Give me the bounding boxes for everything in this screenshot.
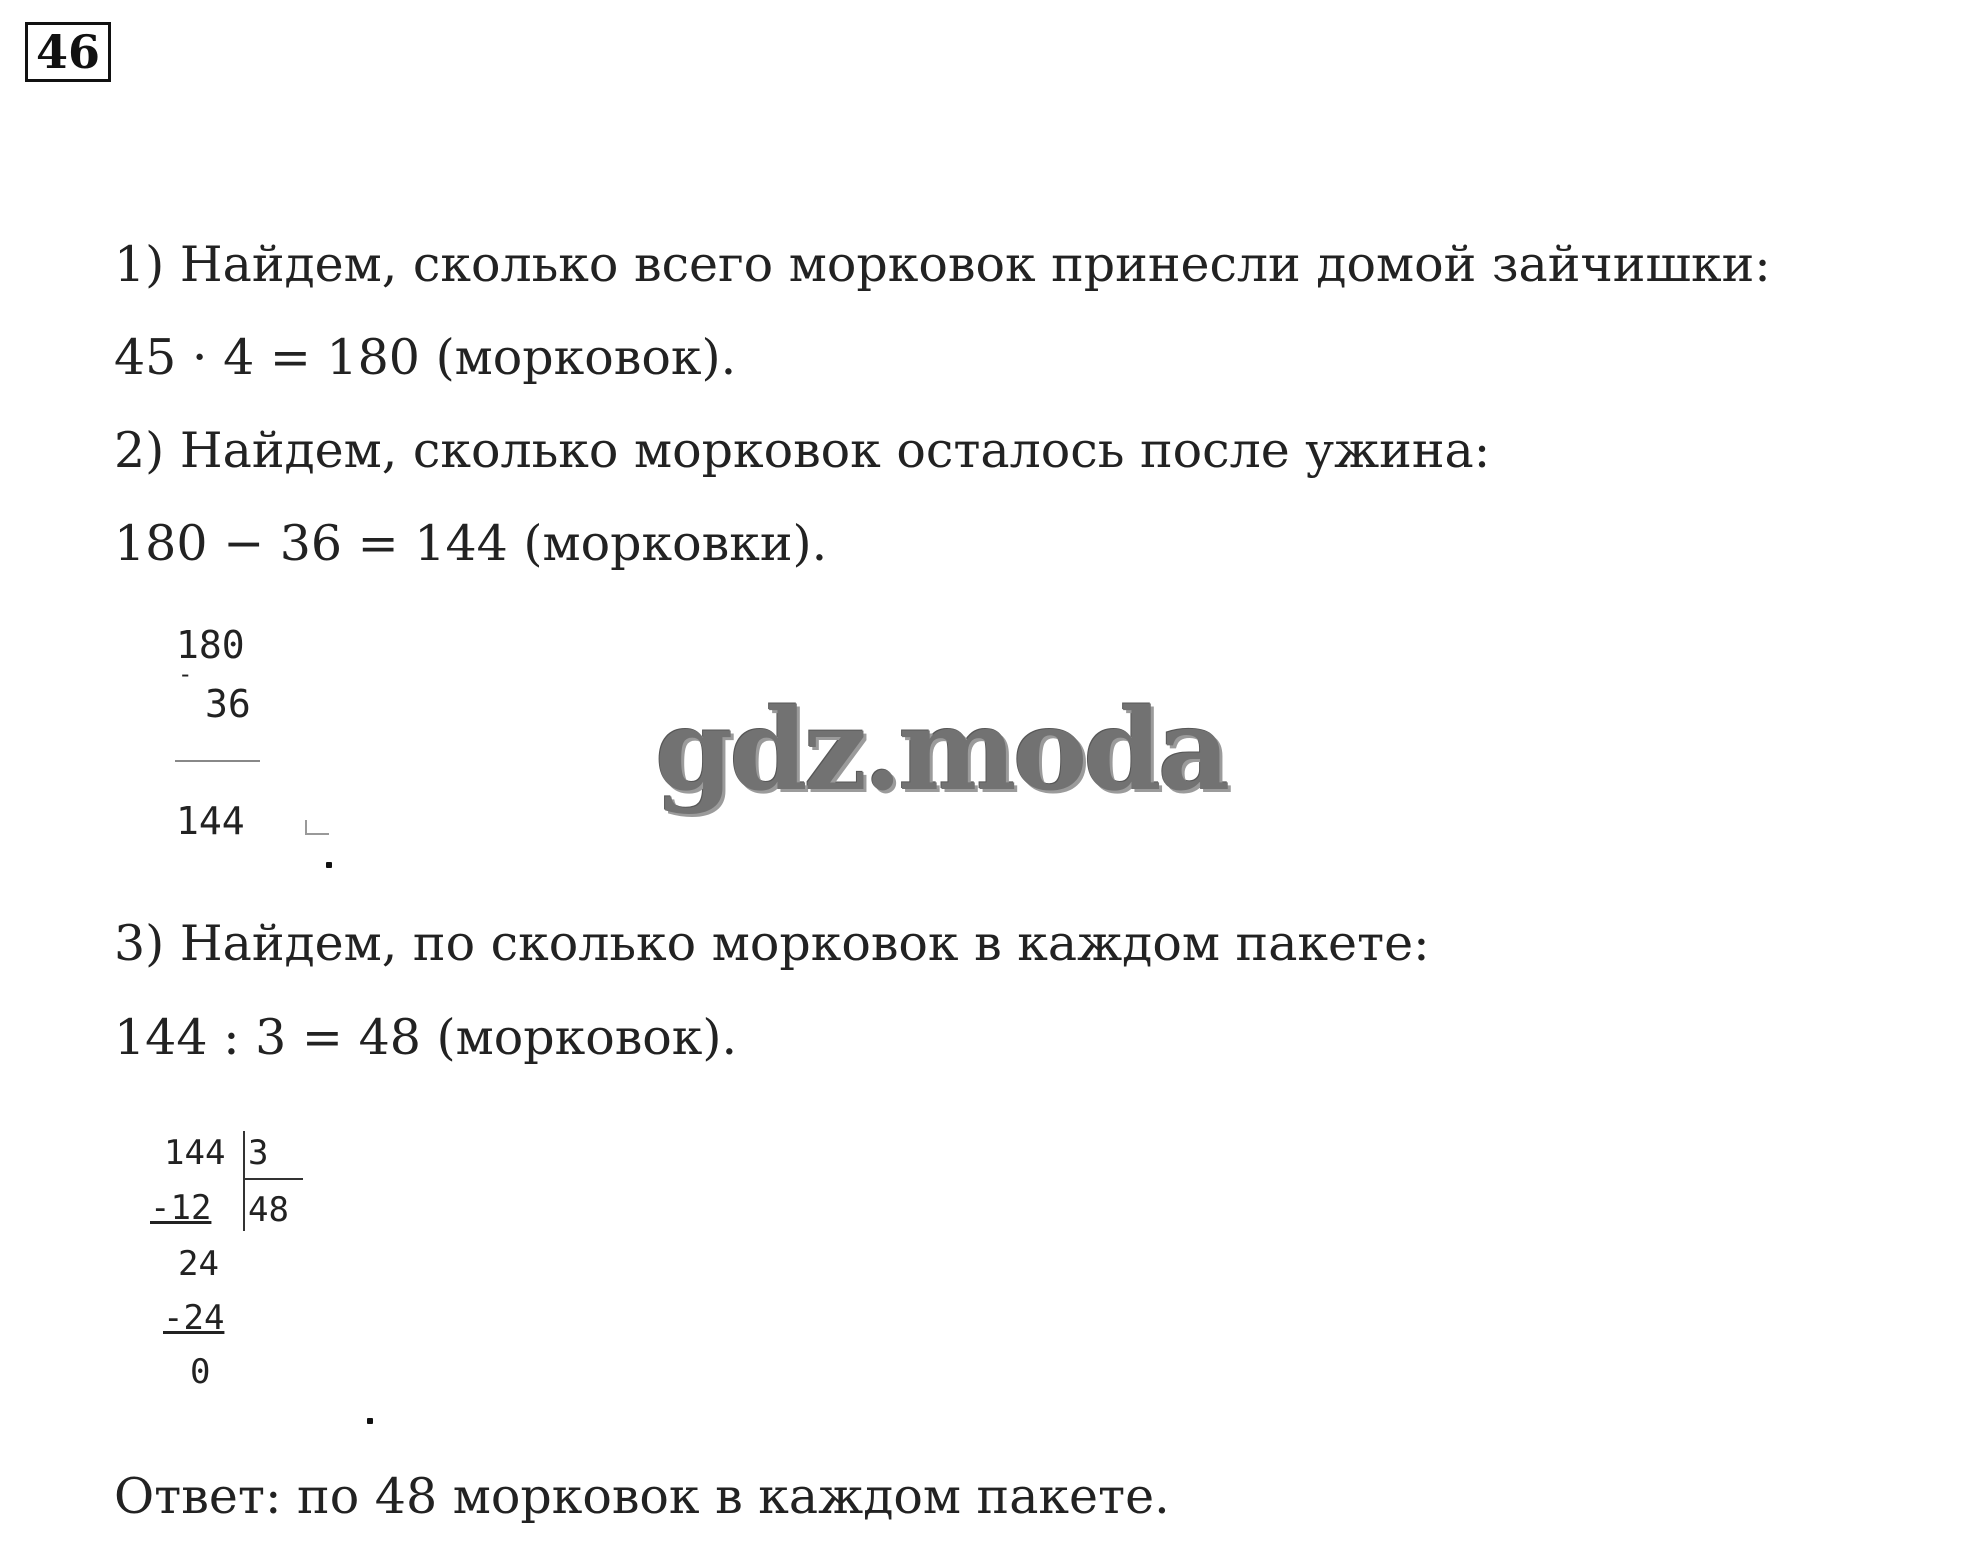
division-vertical-rule (243, 1131, 245, 1231)
period-mark (326, 862, 332, 868)
subtraction-minus-sign: - (178, 660, 193, 688)
division-horizontal-rule (245, 1178, 303, 1180)
division-divisor: 3 (248, 1133, 269, 1173)
division-remainder2: 0 (190, 1352, 211, 1392)
answer-text: Ответ: по 48 морковок в каждом пакете. (114, 1468, 1170, 1525)
task-number-badge: 46 (25, 22, 111, 82)
division-step1: -12 (150, 1188, 212, 1228)
watermark: gdz.moda (655, 685, 1227, 816)
subtraction-result: 144 (176, 799, 245, 843)
scan-mark (305, 833, 329, 835)
step3-expression: 144 : 3 = 48 (морковок). (114, 1009, 738, 1066)
subtraction-subtrahend: 36 (205, 682, 251, 726)
step3-text: 3) Найдем, по сколько морковок в каждом пакете: (114, 915, 1430, 972)
subtraction-rule (175, 760, 260, 762)
step2-expression: 180 − 36 = 144 (морковки). (114, 515, 828, 572)
division-quotient: 48 (248, 1190, 289, 1230)
division-remainder1: 24 (178, 1244, 219, 1284)
step2-text: 2) Найдем, сколько морковок осталось после ужина: (114, 422, 1491, 479)
scan-mark (305, 820, 307, 834)
division-step2: -24 (163, 1298, 225, 1338)
step1-text: 1) Найдем, сколько всего морковок принесли домой зайчишки: (114, 236, 1771, 293)
division-dividend: 144 (164, 1133, 226, 1173)
subtraction-minuend: 180 (176, 623, 245, 667)
period-mark (367, 1418, 373, 1424)
step1-expression: 45 · 4 = 180 (морковок). (114, 329, 737, 386)
